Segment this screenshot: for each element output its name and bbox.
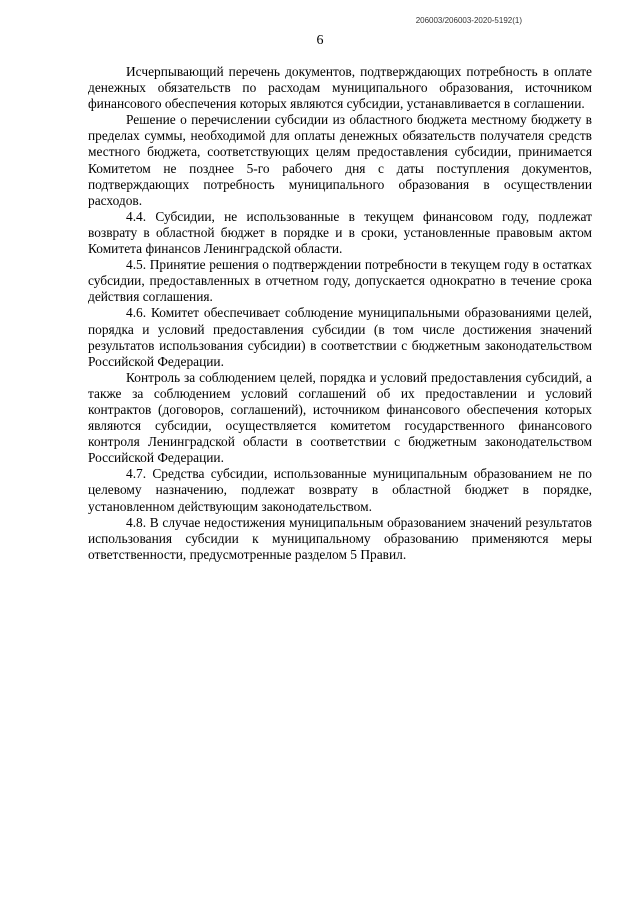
paragraph-control: Контроль за соблюдением целей, порядка и условий предоставления субсидий, а также за соблюдением условий соглашений об их предоставлении и условий контрактов (договоров, соглашений), источником финансового обеспечения которых являются субсидии, осуществляется комитетом государственного финансового контроля Ленинградской области в соответствии с бюджетным законодательством Российской Федерации. bbox=[88, 369, 592, 466]
paragraph-transfer-decision: Решение о перечислении субсидии из областного бюджета местному бюджету в пределах суммы, необходимой для оплаты денежных обязательств получателя средств местного бюджета, соответствующих целям предоставления субсидии, принимается Комитетом не позднее 5-го рабочего дня с даты поступления документов, подтверждающих потребность муниципального образования в осуществлении расходов. bbox=[88, 112, 592, 208]
paragraph-4-4: 4.4. Субсидии, не использованные в текущем финансовом году, подлежат возврату в областной бюджет в порядке и в сроки, установленные правовым актом Комитета финансов Ленинградской области. bbox=[88, 208, 592, 257]
document-id: 206003/206003-2020-5192(1) bbox=[415, 16, 522, 25]
paragraph-4-5: 4.5. Принятие решения о подтверждении потребности в текущем году в остатках субсидии, предоставленных в отчетном году, допускается однократно в течение срока действия соглашения. bbox=[88, 257, 592, 305]
body-text bbox=[88, 64, 592, 563]
paragraph-4-8: 4.8. В случае недостижения муниципальным образованием значений результатов использования субсидии к муниципальному образованию применяются меры ответственности, предусмотренные разделом 5 Правил. bbox=[88, 514, 592, 562]
paragraph-documents-list: Исчерпывающий перечень документов, подтверждающих потребность в оплате денежных обязательств по расходам муниципального образования, источником финансового обеспечения которых являются субсидии, устанавливается в соглашении. bbox=[88, 64, 592, 112]
paragraph-4-6: 4.6. Комитет обеспечивает соблюдение муниципальными образованиями целей, порядка и условий предоставления субсидии (в том числе достижения значений результатов использования субсидии) в соответствии с бюджетным законодательством Российской Федерации. bbox=[88, 305, 592, 369]
page-number: 6 bbox=[316, 33, 324, 48]
paragraph-4-7: 4.7. Средства субсидии, использованные муниципальным образованием не по целевому назначению, подлежат возврату в областной бюджет в порядке, установленном действующим законодательством. bbox=[88, 466, 592, 514]
